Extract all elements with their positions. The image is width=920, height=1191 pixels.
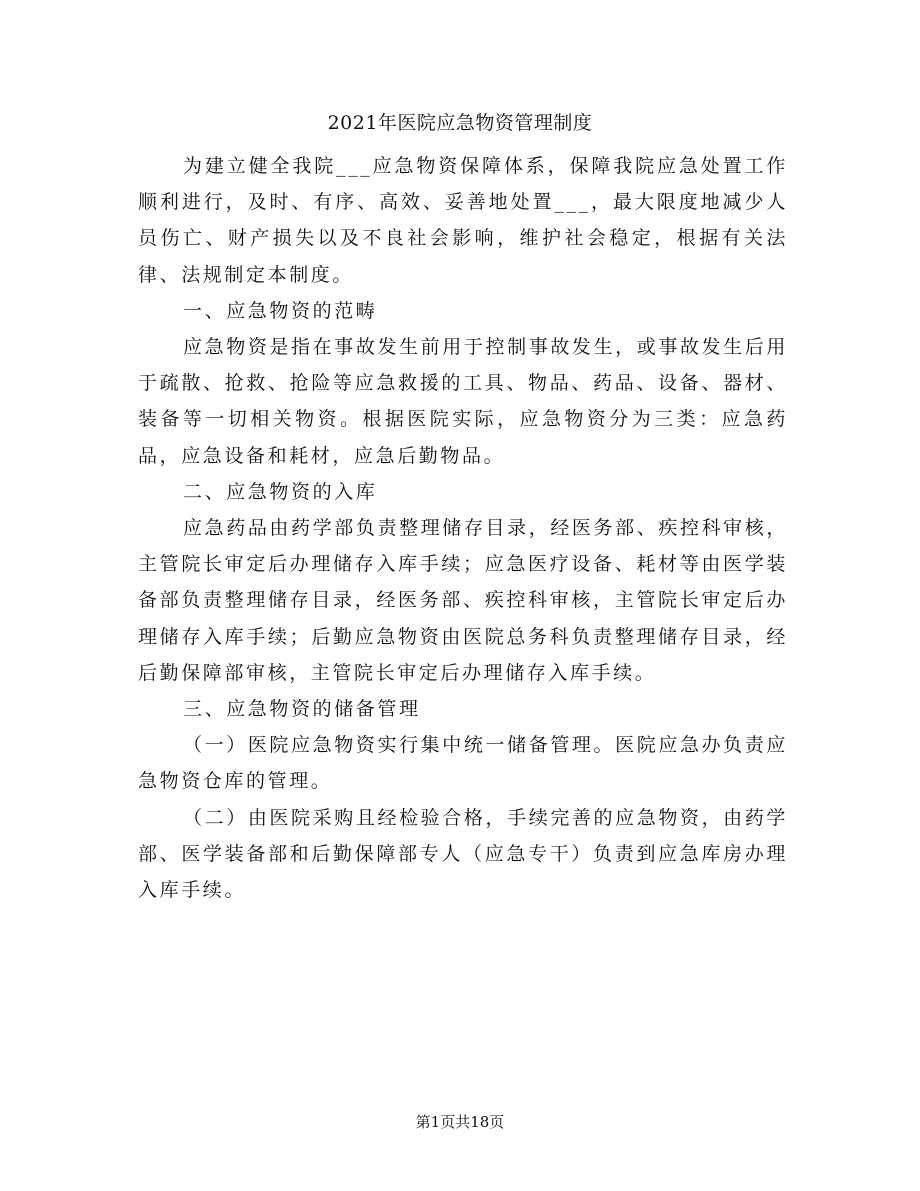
paragraph-storage-2: （二）由医院采购且经检验合格，手续完善的应急物资，由药学部、医学装备部和后勤保障部专人（应急专干）负责到应急库房办理入库手续。 <box>138 806 788 902</box>
section-heading-storage: 三、应急物资的储备管理 <box>183 698 421 721</box>
paragraph-intro: 为建立健全我院___应急物资保障体系，保障我院应急处置工作顺利进行，及时、有序、高效、妥善地处置___，最大限度地减少人员伤亡、财产损失以及不良社会影响，维护社会稳定，根据有关法律、法规制定本制度。 <box>138 155 788 286</box>
paragraph-storage-1: （一）医院应急物资实行集中统一储备管理。医院应急办负责应急物资仓库的管理。 <box>138 734 788 793</box>
section-heading-scope: 一、应急物资的范畴 <box>183 299 378 322</box>
document-body <box>138 148 788 908</box>
page-number-footer: 第1页共18页 <box>415 1113 505 1131</box>
paragraph-warehousing: 应急药品由药学部负责整理储存目录，经医务部、疾控科审核，主管院长审定后办理储存入库手续；应急医疗设备、耗材等由医学装备部负责整理储存目录，经医务部、疾控科审核，主管院长审定后办理储存入库手续；后勤应急物资由医院总务科负责整理储存目录，经后勤保障部审核，主管院长审定后办理储存入库手续。 <box>138 517 788 684</box>
document-title: 2021年医院应急物资管理制度 <box>327 112 593 134</box>
paragraph-scope: 应急物资是指在事故发生前用于控制事故发生，或事故发生后用于疏散、抢救、抢险等应急救援的工具、物品、药品、设备、器材、装备等一切相关物资。根据医院实际，应急物资分为三类：应急药品，应急设备和耗材，应急后勤物品。 <box>138 336 788 467</box>
section-heading-warehousing: 二、应急物资的入库 <box>183 480 378 503</box>
